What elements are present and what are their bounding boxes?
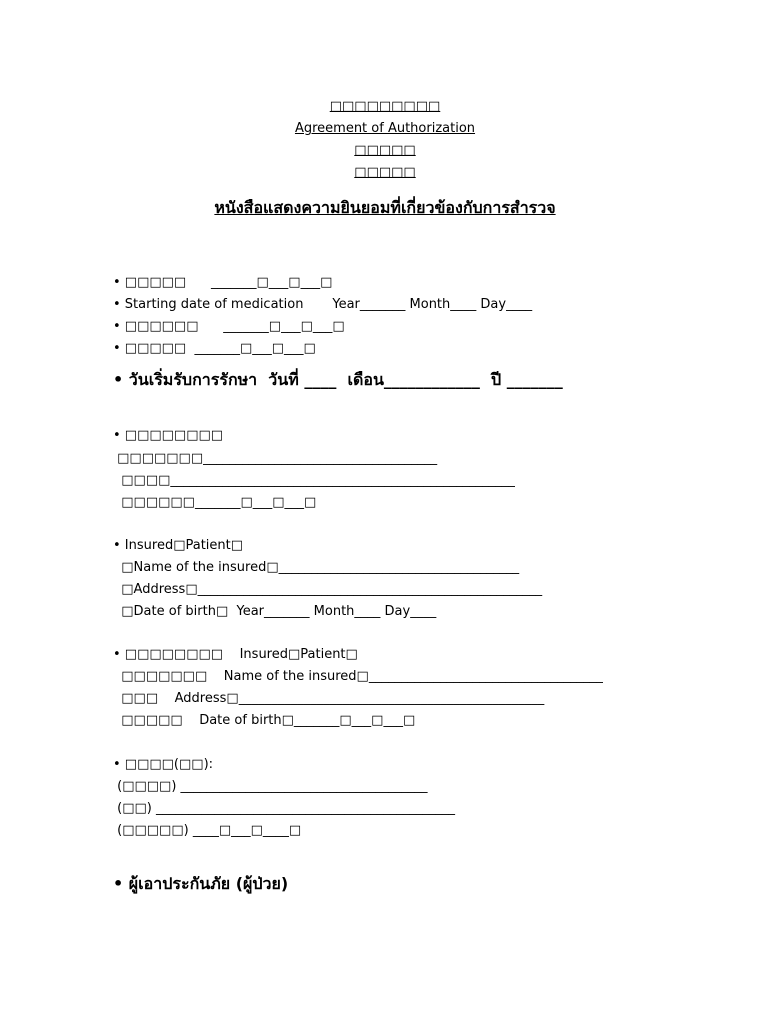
title-th: หนังสือแสดงความยินยอมที่เกี่ยวข้องกับการสำรวจ [214, 198, 556, 217]
insured-kr-address: (□□) ______________________________________________ [113, 801, 455, 816]
medication-date-jp: • □□□□□□ _______□___□___□ [113, 319, 345, 334]
insured-cn-address: □□□□_____________________________________________________ [113, 473, 515, 488]
insured-en-name: □Name of the insured□_____________________________________ [113, 560, 520, 575]
title-cn: □□□□□□□□□ [329, 99, 441, 114]
insured-jp-name: □□□□□□□ Name of the insured□____________________________________ [113, 669, 603, 684]
medication-date-cn: • □□□□□ _______□___□___□ [113, 275, 333, 290]
subtitle-2: □□□□□ [354, 165, 416, 180]
subtitle-1: □□□□□ [354, 143, 416, 158]
medication-date-kr: • □□□□□ _______□___□___□ [113, 341, 316, 356]
insured-en-dob: □Date of birth□ Year_______ Month____ Day____ [113, 604, 437, 619]
title-en: Agreement of Authorization [294, 121, 476, 136]
insured-kr-name: (□□□□) ______________________________________ [113, 779, 428, 794]
insured-jp-address: □□□ Address□_______________________________________________ [113, 691, 545, 706]
insured-en-heading: • Insured□Patient□ [113, 538, 244, 553]
insured-cn-heading: • □□□□□□□□ [113, 428, 224, 443]
insured-cn-name: □□□□□□□____________________________________ [113, 451, 438, 466]
medication-date-th: • วันเริ่มรับการรักษา วันที่ ____ เดือน____________ ปี _______ [113, 370, 563, 389]
insured-cn-dob: □□□□□□_______□___□___□ [113, 495, 317, 510]
insured-th-heading: • ผู้เอาประกันภัย (ผู้ป่วย) [113, 874, 289, 893]
insured-jp-dob: □□□□□ Date of birth□_______□___□___□ [113, 713, 416, 728]
insured-kr-dob: (□□□□□) ____□___□____□ [113, 823, 302, 838]
medication-date-en: • Starting date of medication Year_______ Month____ Day____ [113, 297, 533, 312]
insured-jp-heading: • □□□□□□□□ Insured□Patient□ [113, 647, 358, 662]
insured-en-address: □Address□_____________________________________________________ [113, 582, 543, 597]
insured-kr-heading: • □□□□(□□): [113, 757, 214, 772]
